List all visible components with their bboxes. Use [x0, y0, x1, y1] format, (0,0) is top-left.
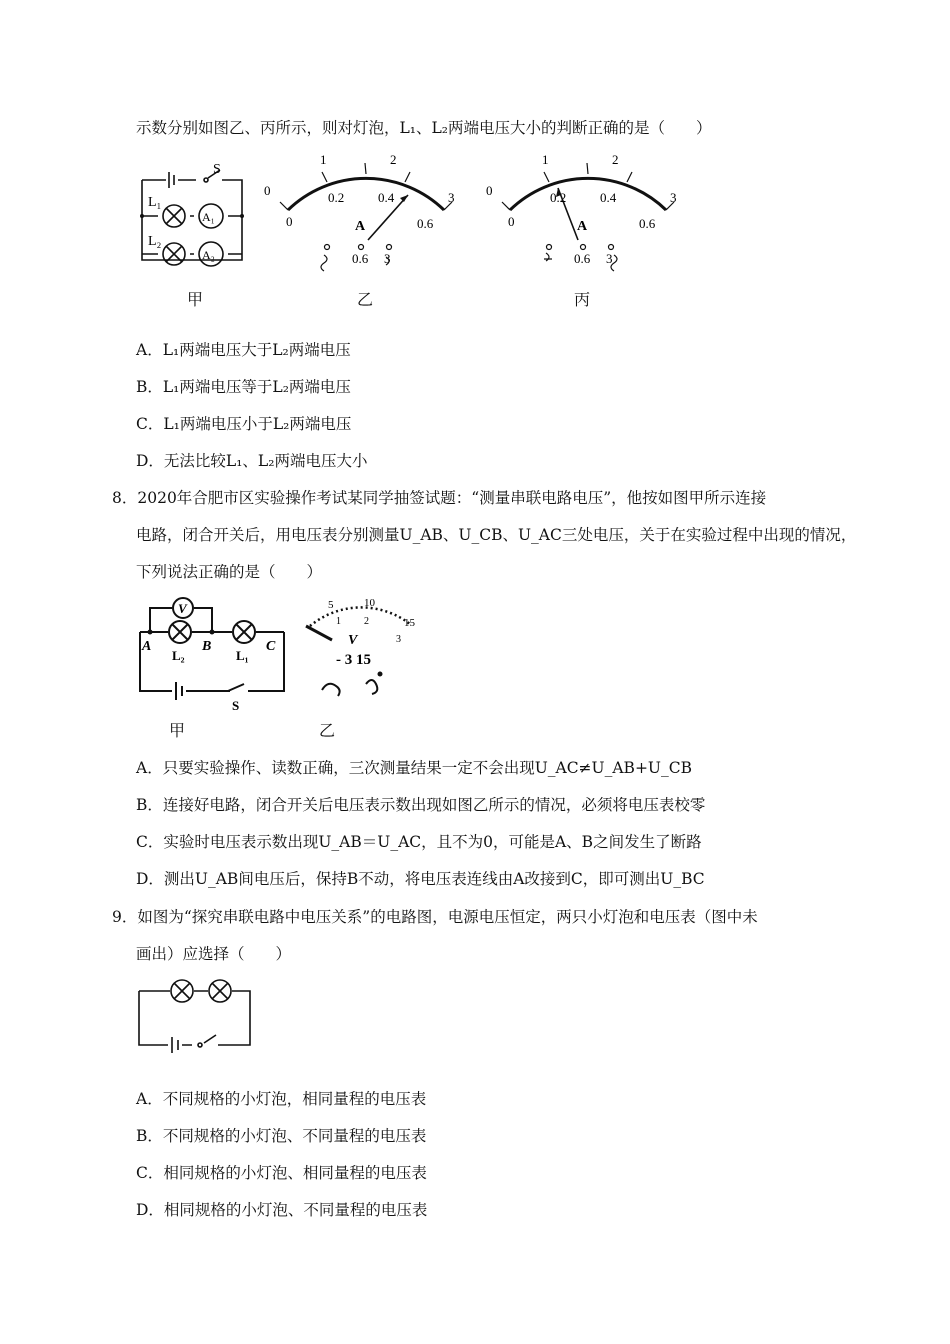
scale-2: 2 [390, 152, 397, 167]
scale-1: 1 [320, 152, 327, 167]
meter-v: V [178, 601, 187, 616]
scale-3: 3 [396, 634, 401, 645]
scale-0.2: 0.2 [550, 190, 567, 205]
scale-2: 2 [612, 152, 619, 167]
q9-circuit [136, 979, 254, 1055]
scale-0.2: 0.2 [328, 190, 345, 205]
q9-option-d: D．相同规格的小灯泡、不同量程的电压表 [136, 1201, 428, 1219]
q9-stem-line1: 9．如图为“探究串联电路中电压关系”的电路图，电源电压恒定，两只小灯泡和电压表（图中未 [112, 908, 758, 926]
q7-ammeter-bing [482, 150, 682, 275]
q8-figure-jia-circuit [136, 596, 286, 714]
scale-max-inner: 0.6 [639, 216, 656, 231]
q7-option-d: D．无法比较L₁、L₂两端电压大小 [136, 452, 368, 470]
scale-1: 1 [542, 152, 549, 167]
scale-zero-inner: 0 [508, 214, 515, 229]
scale-zero-outer: 0 [264, 183, 271, 198]
q8-stem-line3: 下列说法正确的是（ ） [136, 563, 323, 581]
q9-stem-line2: 画出）应选择（ ） [136, 945, 292, 963]
switch-label: S [232, 698, 240, 713]
terminal-0.6: 0.6 [574, 251, 591, 266]
q8-stem-line2: 电路，闭合开关后，用电压表分别测量U_AB、U_CB、U_AC三处电压，关于在实验过程中出现的情况， [136, 526, 857, 544]
q9-option-b: B．不同规格的小灯泡、不同量程的电压表 [136, 1127, 427, 1145]
fig-label-yi: 乙 [357, 290, 374, 309]
q7-figure-jia-circuit [136, 158, 248, 270]
q7-ammeter-yi [260, 150, 460, 275]
fig-label-jia-q8: 甲 [169, 721, 186, 740]
scale-zero-outer: 0 [486, 183, 493, 198]
q8-option-b: B．连接好电路，闭合开关后电压表示数出现如图乙所示的情况，必须将电压表校零 [136, 796, 706, 814]
q9-option-c: C．相同规格的小灯泡、相同量程的电压表 [136, 1164, 427, 1182]
node-b: B [202, 639, 212, 654]
node-c: C [266, 639, 276, 654]
scale-5: 5 [328, 599, 334, 611]
a1-label: A₁ [202, 210, 215, 224]
scale-max-outer: 3 [448, 190, 455, 205]
q7-option-a: A．L₁两端电压大于L₂两端电压 [136, 341, 351, 359]
fig-label-jia: 甲 [187, 290, 204, 309]
terminal-labels: - 3 15 [336, 652, 371, 668]
scale-1: 1 [336, 616, 341, 627]
node-a: A [142, 639, 152, 654]
q9-option-a: A．不同规格的小灯泡，相同量程的电压表 [136, 1090, 427, 1108]
scale-0.4: 0.4 [600, 190, 617, 205]
q8-stem-line1: 8．2020年合肥市区实验操作考试某同学抽签试题：“测量串联电路电压”，他按如图甲所示连接 [112, 489, 767, 507]
scale-0.4: 0.4 [378, 190, 395, 205]
q7-option-b: B．L₁两端电压等于L₂两端电压 [136, 378, 351, 396]
scale-zero-inner: 0 [286, 214, 293, 229]
l2-label: L₂ [148, 234, 162, 249]
switch-label: S [213, 162, 221, 177]
a2-label: A₂ [202, 248, 215, 262]
terminal-3: 3 [384, 251, 391, 266]
l1-label: L₁ [236, 648, 249, 663]
terminal-3: 3 [606, 251, 613, 266]
unit-label: A [355, 219, 366, 234]
unit-label: V [348, 633, 358, 648]
q8-voltmeter-yi [292, 594, 426, 712]
l1-label: L₁ [148, 195, 162, 210]
unit-label: A [577, 219, 588, 234]
terminal-0.6: 0.6 [352, 251, 369, 266]
q7-option-c: C．L₁两端电压小于L₂两端电压 [136, 415, 352, 433]
q8-option-a: A．只要实验操作、读数正确，三次测量结果一定不会出现U_AC≠U_AB+U_CB [136, 759, 692, 777]
q8-option-d: D．测出U_AB间电压后，保持B不动，将电压表连线由A改接到C，即可测出U_BC [136, 870, 705, 888]
scale-max-outer: 3 [670, 190, 677, 205]
q8-option-c: C．实验时电压表示数出现U_AB＝U_AC，且不为0，可能是A、B之间发生了断路 [136, 833, 702, 851]
scale-max-inner: 0.6 [417, 216, 434, 231]
scale-10: 10 [364, 597, 375, 609]
fig-label-bing: 丙 [574, 290, 591, 309]
scale-2: 2 [364, 616, 369, 627]
l2-label: L₂ [172, 648, 185, 663]
q7-stem: 示数分别如图乙、丙所示，则对灯泡，L₁、L₂两端电压大小的判断正确的是（ ） [136, 119, 712, 137]
scale-15: 15 [404, 617, 415, 629]
fig-label-yi-q8: 乙 [319, 721, 336, 740]
